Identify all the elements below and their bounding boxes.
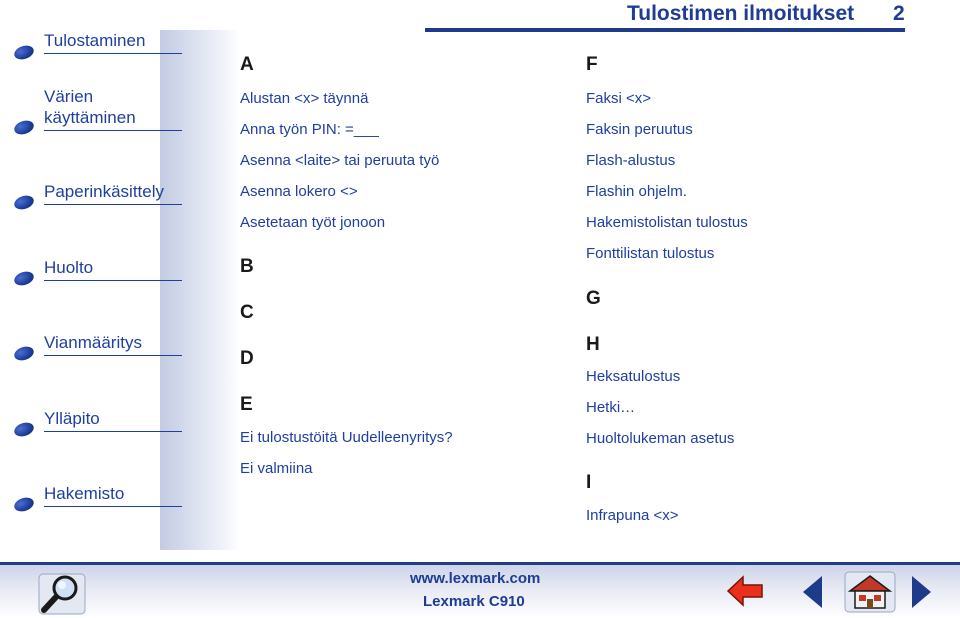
index-letter-d: D (240, 348, 254, 369)
sidebar-item-label-line2: käyttäminen (44, 108, 136, 127)
sidebar-item-label: Vianmääritys (44, 333, 142, 352)
sidebar-item-underline (44, 130, 182, 131)
page-number: 2 (893, 2, 905, 25)
sidebar-item-label: Paperinkäsittely (44, 182, 165, 201)
next-page-icon[interactable] (910, 574, 934, 615)
index-link[interactable]: Asenna <laite> tai peruuta työ (240, 152, 440, 169)
index-letter-f: F (586, 54, 598, 75)
nav-bullet-icon (12, 193, 35, 212)
index-link[interactable]: Alustan <x> täynnä (240, 90, 369, 107)
index-link[interactable]: Infrapuna <x> (586, 507, 679, 524)
nav-bullet-icon (12, 118, 35, 137)
index-letter-h: H (586, 334, 600, 355)
sidebar-item-hakemisto[interactable] (0, 480, 200, 540)
back-arrow-icon[interactable] (726, 574, 764, 613)
sidebar-item-underline (44, 204, 182, 205)
previous-page-icon[interactable] (800, 574, 824, 615)
index-link[interactable]: Fonttilistan tulostus (586, 245, 715, 262)
sidebar-item-underline (44, 431, 182, 432)
sidebar-item-underline (44, 53, 182, 54)
nav-bullet-icon (12, 420, 35, 439)
nav-bullet-icon (12, 43, 35, 62)
footer-model: Lexmark C910 (423, 593, 525, 610)
nav-bullet-icon (12, 269, 35, 288)
footer-rule (0, 562, 960, 565)
index-link[interactable]: Asetetaan työt jonoon (240, 214, 386, 231)
sidebar-item-vianmaaritys[interactable] (0, 329, 200, 389)
nav-bullet-icon (12, 344, 35, 363)
index-letter-a: A (240, 54, 254, 75)
sidebar-item-paperinkasittely[interactable] (0, 178, 200, 238)
sidebar-item-label: Ylläpito (44, 409, 100, 428)
index-link[interactable]: Huoltolukeman asetus (586, 430, 735, 447)
index-link[interactable]: Ei tulostustöitä Uudelleenyritys? (240, 429, 453, 446)
index-link[interactable]: Asenna lokero <> (240, 183, 358, 200)
sidebar-item-label-line1: Värien (44, 87, 94, 106)
sidebar-item-huolto[interactable] (0, 254, 200, 314)
magnifier-icon[interactable] (38, 573, 86, 618)
index-link[interactable]: Faksi <x> (586, 90, 652, 107)
sidebar-item-yllapito[interactable] (0, 405, 200, 465)
index-link[interactable]: Flashin ohjelm. (586, 183, 687, 200)
index-link[interactable]: Heksatulostus (586, 368, 681, 385)
sidebar-item-label: Tulostaminen (44, 31, 146, 50)
sidebar-item-label: Huolto (44, 258, 94, 277)
home-icon[interactable] (844, 571, 896, 618)
index-link[interactable]: Hetki… (586, 399, 636, 416)
sidebar-item-underline (44, 355, 182, 356)
index-letter-g: G (586, 288, 601, 309)
header-rule (425, 28, 905, 32)
index-letter-e: E (240, 394, 253, 415)
index-link[interactable]: Anna työn PIN: =___ (240, 121, 379, 138)
index-link[interactable]: Ei valmiina (240, 460, 313, 477)
sidebar-item-label: Hakemisto (44, 484, 125, 503)
sidebar-item-tulostaminen[interactable] (0, 26, 200, 86)
index-link[interactable]: Hakemistolistan tulostus (586, 214, 748, 231)
sidebar-item-underline (44, 280, 182, 281)
footer-url-link[interactable]: www.lexmark.com (410, 570, 541, 587)
index-link[interactable]: Faksin peruutus (586, 121, 693, 138)
index-letter-i: I (586, 472, 592, 493)
sidebar-item-varien-kayttaminen[interactable] (0, 84, 200, 144)
index-letter-c: C (240, 302, 254, 323)
nav-bullet-icon (12, 495, 35, 514)
index-letter-b: B (240, 256, 254, 277)
sidebar-item-underline (44, 506, 182, 507)
index-link[interactable]: Flash-alustus (586, 152, 676, 169)
page-title: Tulostimen ilmoitukset (627, 2, 855, 25)
